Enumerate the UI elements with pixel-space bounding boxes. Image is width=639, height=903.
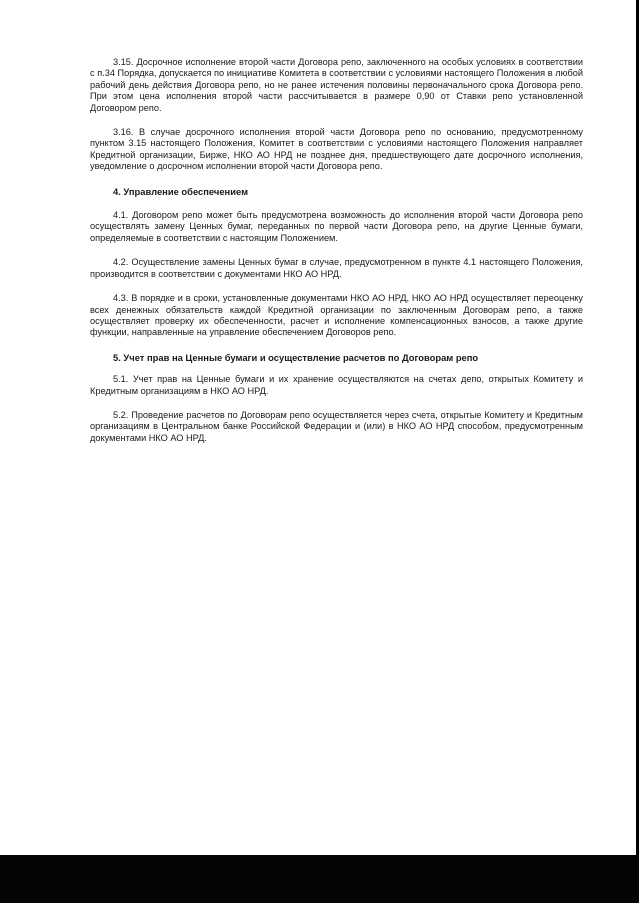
paragraph-4-1: 4.1. Договором репо может быть предусмотрена возможность до исполнения второй части Договора репо осуществлять замену Ценных бумаг, переданных по первой части Договора репо, на другие Ценные бумаги, определяемые в соответствии с настоящим Положением. [90,210,583,243]
section-heading-5: 5. Учет прав на Ценные бумаги и осуществление расчетов по Договорам репо [113,351,479,363]
document-body [90,57,583,457]
section-heading-4: 4. Управление обеспечением [113,185,249,197]
paragraph-3-15: 3.15. Досрочное исполнение второй части Договора репо, заключенного на особых условиях в соответствии с п.34 Порядка, допускается по инициативе Комитета в соответствии с условиями настоящего Положения в любой рабочий день действия Договора репо, но не ранее истечения половины первоначального срока Договора репо. При этом цена исполнения второй части рассчитывается в размере 0,90 от Ставки репо установленной Договором репо. [90,57,583,113]
paragraph-5-2: 5.2. Проведение расчетов по Договорам репо осуществляется через счета, открытые Комитету и Кредитным организациям в Центральном банке Российской Федерации и (или) в НКО АО НРД способом, предусмотренным документами НКО АО НРД. [90,409,583,443]
paragraph-4-2: 4.2. Осуществление замены Ценных бумаг в случае, предусмотренном в пункте 4.1 настоящего Положения, производится в соответствии с документами НКО АО НРД. [90,257,583,279]
scan-bottom-band [0,855,639,903]
paragraph-4-3: 4.3. В порядке и в сроки, установленные документами НКО АО НРД, НКО АО НРД осуществляет переоценку всех денежных обязательств каждой Кредитной организации по заключенным Договорам репо, а также осуществляет проверку их обеспеченности, расчет и исполнение компенсационных взносов, а также другие функции, направленные на управление обеспечением Договоров репо. [90,293,583,338]
paragraph-3-16: 3.16. В случае досрочного исполнения второй части Договора репо по основанию, предусмотренному пунктом 3.15 настоящего Положения, Комитет в соответствии с условиями настоящего Положения направляет Кредитной организации, Бирже, НКО АО НРД не позднее дня, предшествующего дате досрочного исполнения, уведомление о досрочном исполнении второй части Договора репо. [90,127,583,172]
paragraph-5-1: 5.1. Учет прав на Ценные бумаги и их хранение осуществляются на счетах депо, открытых Комитету и Кредитным организациям в НКО АО НРД. [90,374,583,396]
